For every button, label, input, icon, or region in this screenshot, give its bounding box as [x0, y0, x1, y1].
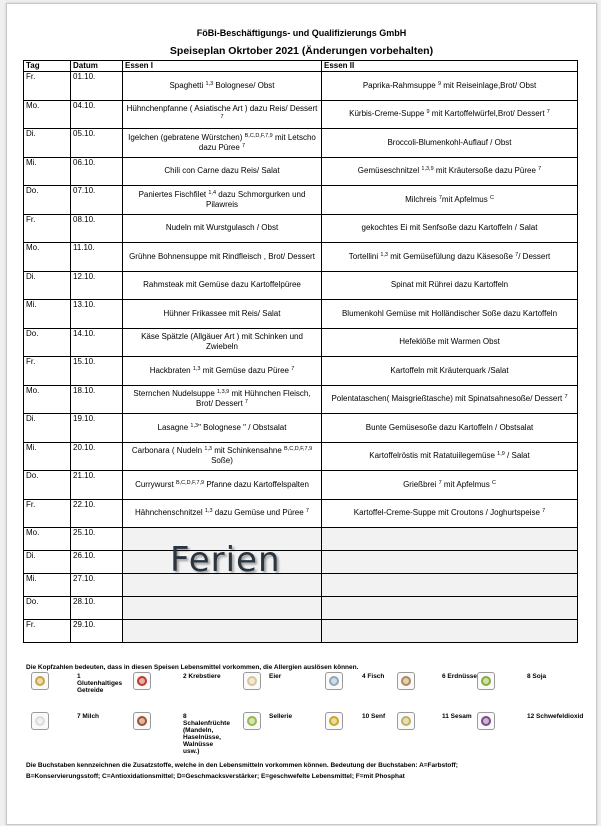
- table-row: [24, 271, 578, 300]
- milk-icon: [31, 712, 49, 730]
- legend-label: 10 Senf: [362, 713, 386, 720]
- date-cell: 19.10.: [71, 414, 123, 443]
- table-row: [24, 100, 578, 129]
- mustard-icon: [325, 712, 343, 730]
- legend-label: 8 Soja: [527, 673, 547, 680]
- table-row: [24, 214, 578, 243]
- meal1-cell: Hähnchenschnitzel $^{1,3}$ dazu Gemüse und Püree $^7$: [123, 499, 322, 528]
- day-cell: Mi.: [24, 442, 71, 471]
- allergen-intro: Die Kopfzahlen bedeuten, dass in diesen Speisen Lebensmittel vorkommen, die Allergien auslösen können.: [26, 664, 359, 671]
- date-cell: 11.10.: [71, 243, 123, 272]
- additives-note-line2: B=Konservierungsstoff; C=Antioxidationsmittel; D=Geschmacksverstärker; E=geschwefelte Lebensmittel; F=mit Phosphat: [26, 773, 405, 780]
- day-cell: Di.: [24, 551, 71, 574]
- table-row: [24, 157, 578, 186]
- date-cell: 13.10.: [71, 300, 123, 329]
- grain-icon: [31, 672, 49, 690]
- table-header-row: [24, 61, 578, 72]
- fish-icon: [325, 672, 343, 690]
- egg-icon: [243, 672, 261, 690]
- meal1-cell: Grühne Bohnensuppe mit Rindfleisch , Brot/ Dessert: [123, 243, 322, 272]
- meal1-cell: Carbonara ( Nudeln $^{1,3}$ mit Schinkensahne $^{B,C,D,F,7,9}$ Soße): [123, 442, 322, 471]
- day-cell: Di.: [24, 129, 71, 158]
- date-cell: 05.10.: [71, 129, 123, 158]
- date-cell: 01.10.: [71, 72, 123, 101]
- meal1-cell: Hühner Frikassee mit Reis/ Salat: [123, 300, 322, 329]
- legend-label: 4 Fisch: [362, 673, 385, 680]
- table-row: [24, 72, 578, 101]
- meal1-cell: Käse Spätzle (Allgäuer Art ) mit Schinken und Zwiebeln: [123, 328, 322, 357]
- day-cell: Fr.: [24, 357, 71, 386]
- meal2-cell: Kartoffeln mit Kräuterquark /Salat: [322, 357, 578, 386]
- date-cell: 25.10.: [71, 528, 123, 551]
- meal2-cell: Kartoffelröstis mit Ratatuiilegemüse $^{1,9}$ / Salat: [322, 442, 578, 471]
- date-cell: 21.10.: [71, 471, 123, 500]
- table-row: [24, 129, 578, 158]
- meal1-cell: Hühnchenpfanne ( Asiatische Art ) dazu Reis/ Dessert $^7$: [123, 100, 322, 129]
- meal1-cell: Currywurst $^{B,C,D,F,7,9}$ Pfanne dazu Kartoffelspalten: [123, 471, 322, 500]
- day-cell: Do.: [24, 186, 71, 215]
- crab-icon: [133, 672, 151, 690]
- meal1-cell: Paniertes Fischfilet $^{1,4}$ dazu Schmorgurken und Pilawreis: [123, 186, 322, 215]
- meal2-cell: Hefeklöße mit Warmen Obst: [322, 328, 578, 357]
- meal1-cell: Spaghetti $^{1,3}$ Bolognese/ Obst: [123, 72, 322, 101]
- meal1-cell: Chili con Carne dazu Reis/ Salat: [123, 157, 322, 186]
- day-cell: Mi.: [24, 574, 71, 597]
- col-header-tag: Tag: [24, 61, 71, 72]
- table-row: [24, 414, 578, 443]
- peanut-icon: [397, 672, 415, 690]
- day-cell: Mo.: [24, 100, 71, 129]
- day-cell: Fr.: [24, 620, 71, 643]
- soy-icon: [477, 672, 495, 690]
- meal2-cell: [322, 528, 578, 551]
- meal2-cell: gekochtes Ei mit Senfsoße dazu Kartoffeln / Salat: [322, 214, 578, 243]
- table-row: [24, 442, 578, 471]
- meal1-cell: Nudeln mit Wurstgulasch / Obst: [123, 214, 322, 243]
- meal1-cell: Rahmsteak mit Gemüse dazu Kartoffelpüree: [123, 271, 322, 300]
- legend-label: 2 Krebstiere: [183, 673, 221, 680]
- menu-page: [6, 3, 597, 825]
- col-header-datum: Datum: [71, 61, 123, 72]
- date-cell: 18.10.: [71, 385, 123, 414]
- date-cell: 14.10.: [71, 328, 123, 357]
- col-header-essen1: Essen I: [123, 61, 322, 72]
- table-row: [24, 528, 578, 551]
- legend-label: 11 Sesam: [442, 713, 472, 720]
- legend-label: 1 Glutenhaltiges Getreide: [77, 673, 123, 694]
- sulphite-icon: [477, 712, 495, 730]
- table-row: [24, 328, 578, 357]
- holiday-label: Ferien: [170, 540, 281, 580]
- meal2-cell: Tortellini $^{1,3}$ mit Gemüsefülung dazu Käsesoße $^7$/ Dessert: [322, 243, 578, 272]
- date-cell: 29.10.: [71, 620, 123, 643]
- day-cell: Fr.: [24, 214, 71, 243]
- meal2-cell: Blumenkohl Gemüse mit Holländischer Soße dazu Kartoffeln: [322, 300, 578, 329]
- date-cell: 06.10.: [71, 157, 123, 186]
- day-cell: Do.: [24, 328, 71, 357]
- day-cell: Mo.: [24, 385, 71, 414]
- date-cell: 27.10.: [71, 574, 123, 597]
- day-cell: Di.: [24, 271, 71, 300]
- table-row: [24, 385, 578, 414]
- day-cell: Mi.: [24, 157, 71, 186]
- meal2-cell: Milchreis $^7$mit Apfelmus $^C$: [322, 186, 578, 215]
- meal2-cell: Kürbis-Creme-Suppe $^9$ mit Kartoffelwürfel,Brot/ Dessert $^7$: [322, 100, 578, 129]
- col-header-essen2: Essen II: [322, 61, 578, 72]
- table-row: [24, 186, 578, 215]
- nuts-icon: [133, 712, 151, 730]
- celery-icon: [243, 712, 261, 730]
- sesame-icon: [397, 712, 415, 730]
- meal2-cell: [322, 620, 578, 643]
- table-row: [24, 620, 578, 643]
- meal2-cell: Kartoffel-Creme-Suppe mit Croutons / Joghurtspeise $^7$: [322, 499, 578, 528]
- day-cell: Do.: [24, 471, 71, 500]
- date-cell: 20.10.: [71, 442, 123, 471]
- date-cell: 22.10.: [71, 499, 123, 528]
- legend-label: Sellerie: [269, 713, 293, 720]
- meal1-cell: [123, 620, 322, 643]
- table-row: [24, 300, 578, 329]
- date-cell: 15.10.: [71, 357, 123, 386]
- day-cell: Fr.: [24, 499, 71, 528]
- meal1-cell: Hackbraten $^{1,3}$ mit Gemüse dazu Püree $^7$: [123, 357, 322, 386]
- table-row: [24, 471, 578, 500]
- table-row: [24, 357, 578, 386]
- meal1-cell: Sternchen Nudelsuppe $^{1,3,9}$ mit Hühnchen Fleisch, Brot/ Dessert $^7$: [123, 385, 322, 414]
- legend-label: 8 Schalenfrüchte (Mandeln, Haselnüsse, Walnüsse usw.): [183, 713, 230, 755]
- table-row: [24, 597, 578, 620]
- menu-table: [23, 60, 578, 643]
- meal2-cell: Polentataschen( Maisgrießtasche) mit Spinatsahnesoße/ Dessert $^7$: [322, 385, 578, 414]
- date-cell: 07.10.: [71, 186, 123, 215]
- table-row: [24, 243, 578, 272]
- organization-name: FöBi-Beschäftigungs- und Qualifizierungs GmbH: [196, 28, 407, 38]
- meal2-cell: [322, 551, 578, 574]
- menu-title: Speiseplan Okrtober 2021 (Änderungen vorbehalten): [169, 45, 434, 57]
- meal2-cell: Grießbrei $^7$ mit Apfelmus $^C$: [322, 471, 578, 500]
- meal2-cell: [322, 574, 578, 597]
- meal1-cell: Lasagne $^{1,3}$" Bolognese " / Obstsalat: [123, 414, 322, 443]
- table-row: [24, 551, 578, 574]
- meal1-cell: [123, 597, 322, 620]
- date-cell: 04.10.: [71, 100, 123, 129]
- day-cell: Mi.: [24, 300, 71, 329]
- date-cell: 08.10.: [71, 214, 123, 243]
- day-cell: Di.: [24, 414, 71, 443]
- legend-label: 7 Milch: [77, 713, 100, 720]
- meal2-cell: [322, 597, 578, 620]
- meal2-cell: Spinat mit Rührei dazu Kartoffeln: [322, 271, 578, 300]
- additives-note-line1: Die Buchstaben kennzeichnen die Zusatzstoffe, welche in den Lebensmitteln vorkommen können. Bedeutung der Buchstaben: A=Farbstoff;: [26, 762, 458, 769]
- legend-label: Eier: [269, 673, 282, 680]
- table-row: [24, 574, 578, 597]
- meal1-cell: Igelchen (gebratene Würstchen) $^{B,C,D,F,7,9}$ mit Letscho dazu Püree $^7$: [123, 129, 322, 158]
- meal2-cell: Gemüseschnitzel $^{1,3,9}$ mit Kräutersoße dazu Püree $^7$: [322, 157, 578, 186]
- meal2-cell: Paprika-Rahmsuppe $^9$ mit Reiseinlage,Brot/ Obst: [322, 72, 578, 101]
- date-cell: 28.10.: [71, 597, 123, 620]
- date-cell: 12.10.: [71, 271, 123, 300]
- legend-label: 12 Schwefeldioxid: [527, 713, 584, 720]
- legend-label: 6 Erdnüsse: [442, 673, 478, 680]
- date-cell: 26.10.: [71, 551, 123, 574]
- meal2-cell: Bunte Gemüsesoße dazu Kartoffeln / Obstsalat: [322, 414, 578, 443]
- day-cell: Mo.: [24, 243, 71, 272]
- day-cell: Do.: [24, 597, 71, 620]
- day-cell: Mo.: [24, 528, 71, 551]
- table-row: [24, 499, 578, 528]
- meal2-cell: Broccoli-Blumenkohl-Auflauf / Obst: [322, 129, 578, 158]
- day-cell: Fr.: [24, 72, 71, 101]
